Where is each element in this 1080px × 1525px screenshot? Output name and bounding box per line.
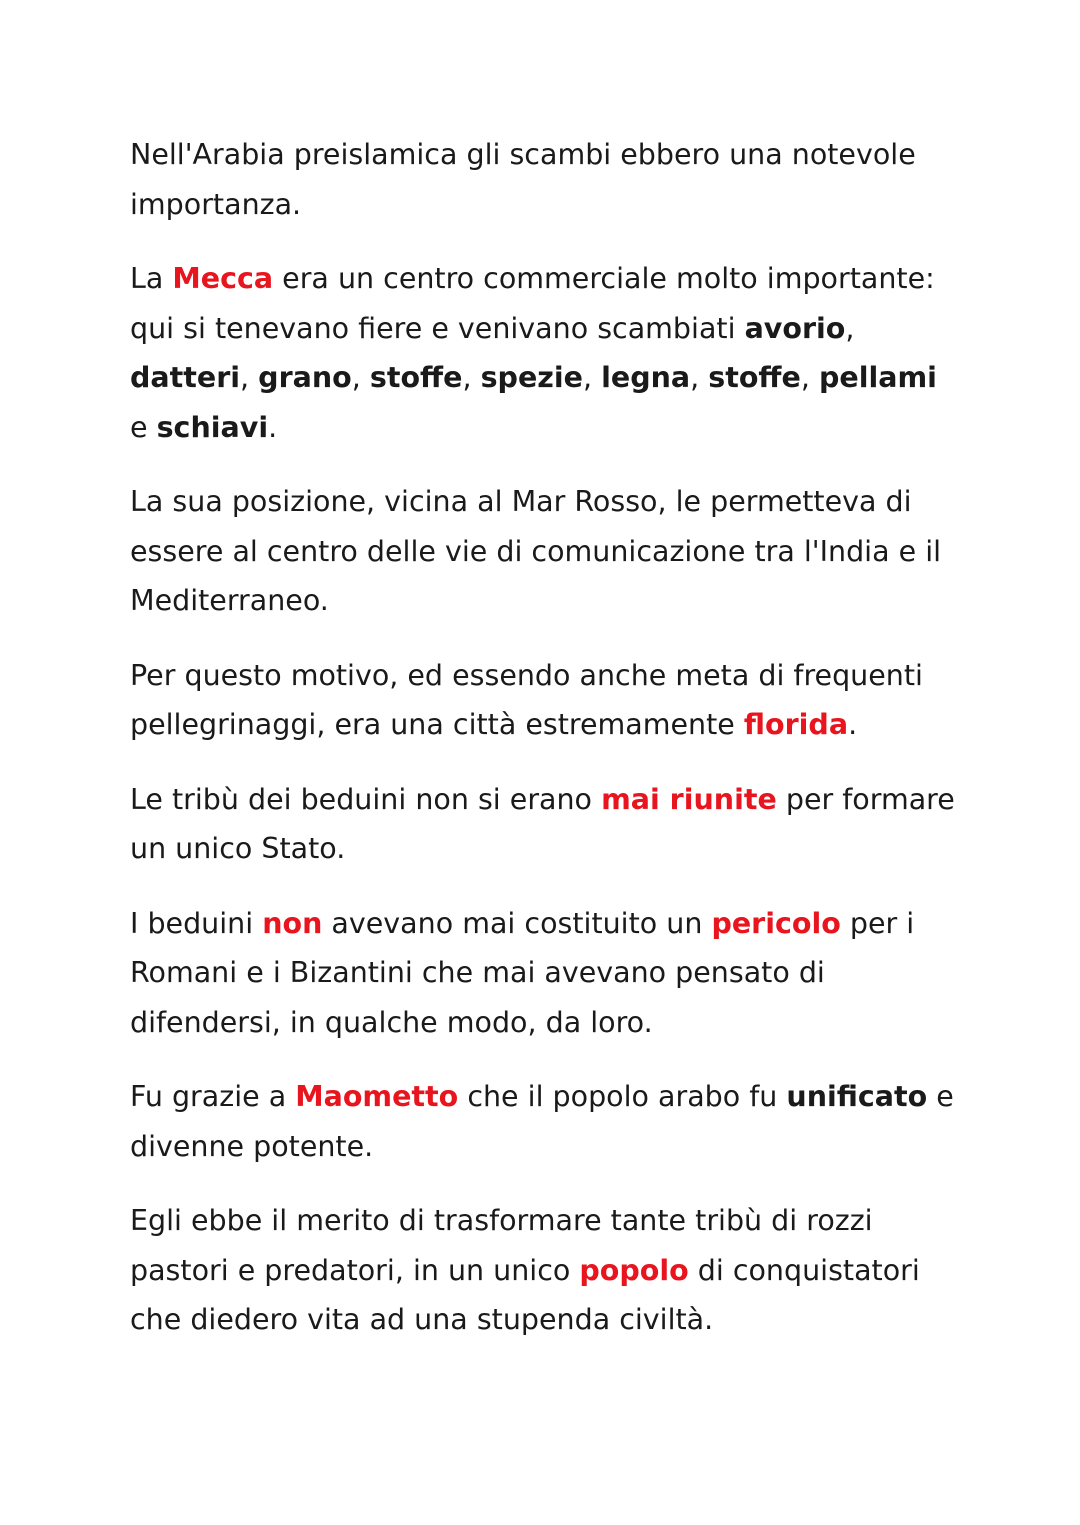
text-run: . xyxy=(848,708,858,741)
paragraph-1 xyxy=(130,130,960,229)
bold-term: spezie xyxy=(480,361,583,394)
highlighted-term: pericolo xyxy=(711,906,841,940)
text-run: di conquistatori che diedero vita ad una stupenda civiltà. xyxy=(130,1253,929,1336)
highlighted-term: Mecca xyxy=(172,262,274,295)
highlighted-term: popolo xyxy=(579,1253,689,1287)
bold-term: grano xyxy=(258,361,352,394)
paragraph-8 xyxy=(130,1196,960,1345)
text-run: , xyxy=(351,361,370,394)
text-run: , xyxy=(800,361,819,394)
paragraph-3 xyxy=(130,477,960,626)
text-run: che il popolo arabo fu xyxy=(458,1080,787,1113)
bold-term: schiavi xyxy=(156,410,269,444)
text-run: e divenne potente. xyxy=(130,1080,963,1163)
text-run: e xyxy=(130,361,946,444)
highlighted-term: Maometto xyxy=(295,1080,459,1113)
text-run: I beduini xyxy=(130,906,263,940)
text-run: La xyxy=(130,262,173,295)
highlighted-term: florida xyxy=(743,708,849,741)
paragraph-2 xyxy=(130,254,960,452)
paragraph-7 xyxy=(130,1072,963,1171)
text-run: , xyxy=(582,361,602,394)
bold-term: stoffe xyxy=(369,361,463,394)
text-run: La sua posizione, vicina al Mar Rosso, le permetteva di essere al centro delle vie di comunicazione tra l'India e il Mediterraneo. xyxy=(130,485,951,617)
text-run: Nell'Arabia preislamica gli scambi ebbero una notevole importanza. xyxy=(130,138,925,221)
bold-term: unificato xyxy=(786,1080,928,1113)
text-run: , xyxy=(845,311,864,345)
text-run: Le tribù dei beduini non si erano xyxy=(130,782,602,816)
text-run: era un centro commerciale molto importante: qui si tenevano fiere e venivano scambiati xyxy=(130,262,944,345)
text-run: Per questo motivo, ed essendo anche meta di frequenti pellegrinaggi, era una città estremamente xyxy=(130,658,932,741)
text-run: , xyxy=(462,361,481,394)
paragraph-5 xyxy=(130,775,964,874)
bold-term: stoffe xyxy=(708,361,801,394)
text-run: per formare un unico Stato. xyxy=(130,782,964,865)
text-run: Fu grazie a xyxy=(130,1080,296,1113)
bold-term: datteri xyxy=(130,361,241,394)
highlighted-term: non xyxy=(262,906,323,940)
bold-term: legna xyxy=(601,361,691,394)
bold-term: avorio xyxy=(744,311,846,345)
document-body xyxy=(130,130,964,1370)
text-run: per i Romani e i Bizantini che mai avevano pensato di difendersi, in qualche modo, da loro. xyxy=(130,906,924,1039)
text-run: avevano mai costituito un xyxy=(322,906,712,940)
paragraph-6 xyxy=(130,899,960,1048)
text-run: Egli ebbe il merito di trasformare tante tribù di rozzi pastori e predatori, in un unico xyxy=(130,1204,882,1287)
text-run: , xyxy=(240,361,259,394)
bold-term: pellami xyxy=(818,361,937,394)
text-run: , xyxy=(690,361,709,394)
paragraph-4 xyxy=(130,651,960,750)
highlighted-term: mai riunite xyxy=(601,782,777,816)
text-run: . xyxy=(268,410,278,444)
